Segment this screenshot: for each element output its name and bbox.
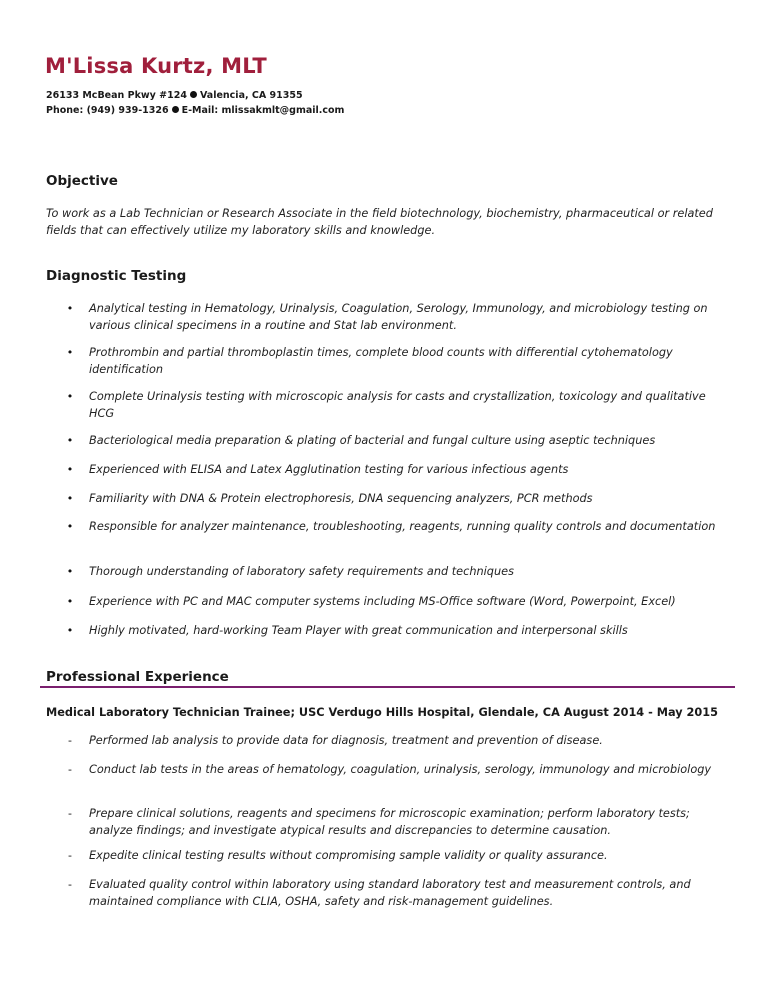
bullet-icon: •	[66, 390, 74, 403]
address-line	[46, 90, 303, 101]
phone-number: Phone: (949) 939-1326	[46, 105, 169, 116]
job-title: Medical Laboratory Technician Trainee; USC Verdugo Hills Hospital, Glendale, CA August 2014 - May 2015	[46, 706, 718, 719]
section-divider	[40, 686, 735, 688]
address-city: Valencia, CA 91355	[199, 90, 303, 101]
applicant-name: M'Lissa Kurtz, MLT	[45, 54, 267, 78]
diagnostic-testing-heading: Diagnostic Testing	[46, 268, 187, 284]
bullet-icon: •	[66, 520, 74, 533]
bullet-icon: •	[66, 346, 74, 359]
bullet-icon: •	[66, 624, 74, 637]
list-item-text: Thorough understanding of laboratory safety requirements and techniques	[89, 565, 514, 578]
list-item-text: Highly motivated, hard-working Team Player with great communication and interpersonal skills	[89, 624, 628, 637]
list-item-text: Analytical testing in Hematology, Urinalysis, Coagulation, Serology, Immunology, and microbiology testing on various clinical specimens in a routine and Stat lab environment.	[89, 302, 708, 332]
list-item-text: Experienced with ELISA and Latex Agglutination testing for various infectious agents	[89, 463, 569, 476]
bullet-icon: •	[66, 302, 74, 315]
bullet-icon: •	[66, 434, 74, 447]
list-item-text: Expedite clinical testing results without compromising sample validity or quality assurance.	[89, 849, 608, 862]
list-item-text: Bacteriological media preparation & plating of bacterial and fungal culture using aseptic techniques	[89, 434, 656, 447]
objective-text: To work as a Lab Technician or Research Associate in the field biotechnology, biochemistry, pharmaceutical or related fields that can effectively utilize my laboratory skills and knowledge.	[46, 207, 713, 237]
address-street: 26133 McBean Pkwy #124	[46, 90, 187, 101]
dash-marker: -	[68, 734, 72, 747]
list-item-text: Responsible for analyzer maintenance, troubleshooting, reagents, running quality controls and documentation	[89, 520, 716, 533]
list-item-text: Familiarity with DNA & Protein electrophoresis, DNA sequencing analyzers, PCR methods	[89, 492, 593, 505]
list-item-text: Prepare clinical solutions, reagents and specimens for microscopic examination; perform laboratory tests; analyze findings; and investigate atypical results and discrepancies to determine causation.	[89, 807, 690, 837]
dash-marker: -	[68, 763, 72, 776]
professional-experience-heading: Professional Experience	[46, 669, 229, 685]
list-item-text: Experience with PC and MAC computer systems including MS-Office software (Word, Powerpoint, Excel)	[89, 595, 676, 608]
list-item-text: Performed lab analysis to provide data for diagnosis, treatment and prevention of disease.	[89, 734, 603, 747]
list-item-text: Conduct lab tests in the areas of hematology, coagulation, urinalysis, serology, immunology and microbiology	[89, 763, 712, 776]
email-address: E-Mail: mlissakmlt@gmail.com	[181, 105, 345, 116]
dash-marker: -	[68, 849, 72, 862]
bullet-icon: •	[66, 492, 74, 505]
dash-marker: -	[68, 878, 72, 891]
list-item-text: Complete Urinalysis testing with microscopic analysis for casts and crystallization, toxicology and qualitative HCG	[89, 390, 706, 420]
list-item-text: Evaluated quality control within laboratory using standard laboratory test and measurement controls, and maintained compliance with CLIA, OSHA, safety and risk-management guidelines.	[89, 878, 691, 908]
bullet-icon: •	[66, 565, 74, 578]
bullet-icon: •	[66, 595, 74, 608]
separator-dot-icon	[172, 106, 179, 113]
dash-marker: -	[68, 807, 72, 820]
contact-line	[46, 105, 344, 116]
separator-dot-icon	[190, 91, 197, 98]
list-item-text: Prothrombin and partial thromboplastin times, complete blood counts with differential cytohematology identification	[89, 346, 673, 376]
bullet-icon: •	[66, 463, 74, 476]
objective-heading: Objective	[46, 173, 118, 189]
